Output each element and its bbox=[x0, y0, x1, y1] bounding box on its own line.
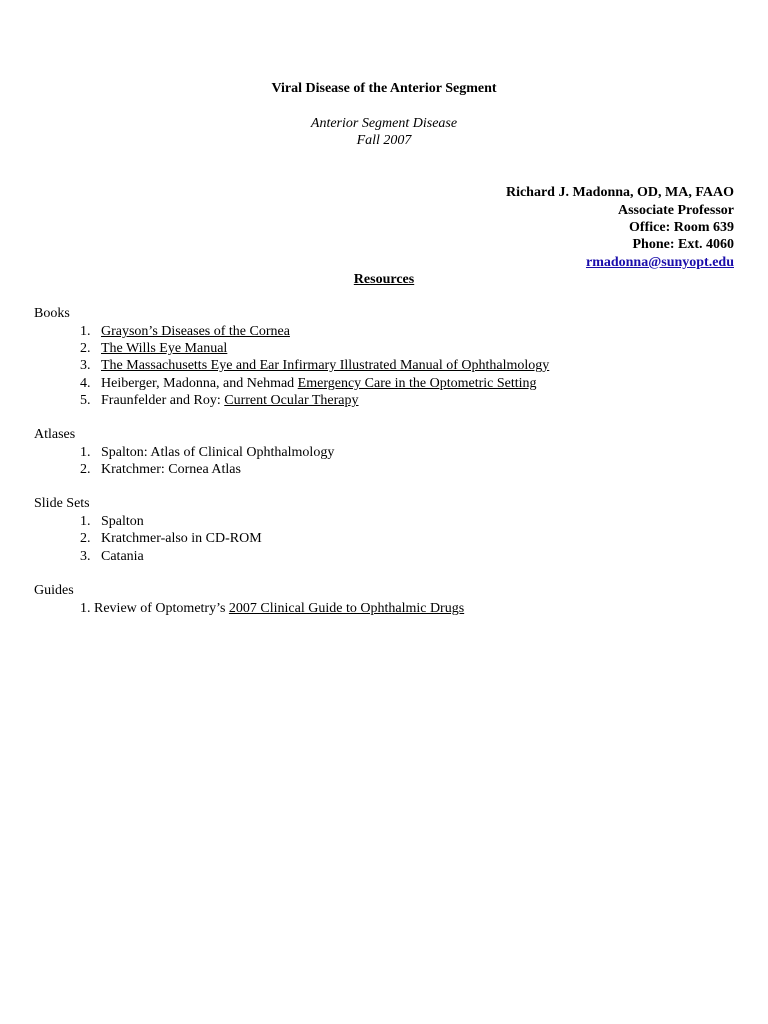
guide-prefix: Review of Optometry’s bbox=[94, 601, 229, 616]
atlas-text: Kratchmer: Cornea Atlas bbox=[101, 462, 241, 477]
document-title: Viral Disease of the Anterior Segment bbox=[271, 81, 497, 96]
list-number: 1. bbox=[80, 445, 91, 460]
course-term: Fall 2007 bbox=[356, 133, 412, 148]
book-item bbox=[80, 392, 359, 409]
list-number: 2. bbox=[80, 341, 91, 356]
author-phone: Phone: Ext. 4060 bbox=[632, 237, 734, 252]
atlases-heading: Atlases bbox=[34, 427, 76, 442]
author-office: Office: Room 639 bbox=[629, 220, 734, 235]
slide-set-item bbox=[80, 530, 262, 547]
list-number: 5. bbox=[80, 393, 91, 408]
book-title: Current Ocular Therapy bbox=[224, 393, 359, 408]
course-name: Anterior Segment Disease bbox=[310, 116, 458, 131]
list-number: 1. bbox=[80, 601, 91, 616]
guides-heading: Guides bbox=[34, 583, 74, 598]
book-title: The Wills Eye Manual bbox=[101, 341, 228, 356]
book-title: Grayson’s Diseases of the Cornea bbox=[101, 324, 290, 339]
book-title: Emergency Care in the Optometric Setting bbox=[297, 376, 537, 391]
list-number: 2. bbox=[80, 531, 91, 546]
slide-set-text: Catania bbox=[101, 549, 144, 564]
book-item bbox=[80, 340, 227, 357]
book-title: The Massachusetts Eye and Ear Infirmary Illustrated Manual of Ophthalmology bbox=[101, 358, 550, 373]
author-email-link[interactable]: rmadonna@sunyopt.edu bbox=[585, 255, 734, 270]
list-number: 1. bbox=[80, 514, 91, 529]
books-heading: Books bbox=[34, 306, 70, 321]
slide-set-text: Kratchmer-also in CD-ROM bbox=[101, 531, 262, 546]
book-item bbox=[80, 375, 537, 392]
book-item bbox=[80, 357, 549, 374]
author-position: Associate Professor bbox=[618, 203, 734, 218]
author-name: Richard J. Madonna, OD, MA, FAAO bbox=[505, 185, 734, 200]
atlas-text: Spalton: Atlas of Clinical Ophthalmology bbox=[101, 445, 335, 460]
slide-sets-heading: Slide Sets bbox=[34, 496, 90, 511]
slide-set-text: Spalton bbox=[101, 514, 144, 529]
book-prefix: Fraunfelder and Roy: bbox=[101, 393, 225, 408]
slide-set-item bbox=[80, 513, 144, 530]
list-number: 1. bbox=[80, 324, 91, 339]
list-number: 2. bbox=[80, 462, 91, 477]
resources-heading: Resources bbox=[353, 272, 415, 287]
list-number: 3. bbox=[80, 549, 91, 564]
slide-set-item bbox=[80, 548, 144, 565]
book-item bbox=[80, 323, 290, 340]
list-number: 3. bbox=[80, 358, 91, 373]
guide-title: 2007 Clinical Guide to Ophthalmic Drugs bbox=[228, 601, 465, 616]
author-email-row bbox=[586, 254, 734, 271]
atlas-item bbox=[80, 444, 334, 461]
book-prefix: Heiberger, Madonna, and Nehmad bbox=[101, 376, 298, 391]
list-number: 4. bbox=[80, 376, 91, 391]
guide-item bbox=[80, 600, 464, 617]
atlas-item bbox=[80, 461, 241, 478]
